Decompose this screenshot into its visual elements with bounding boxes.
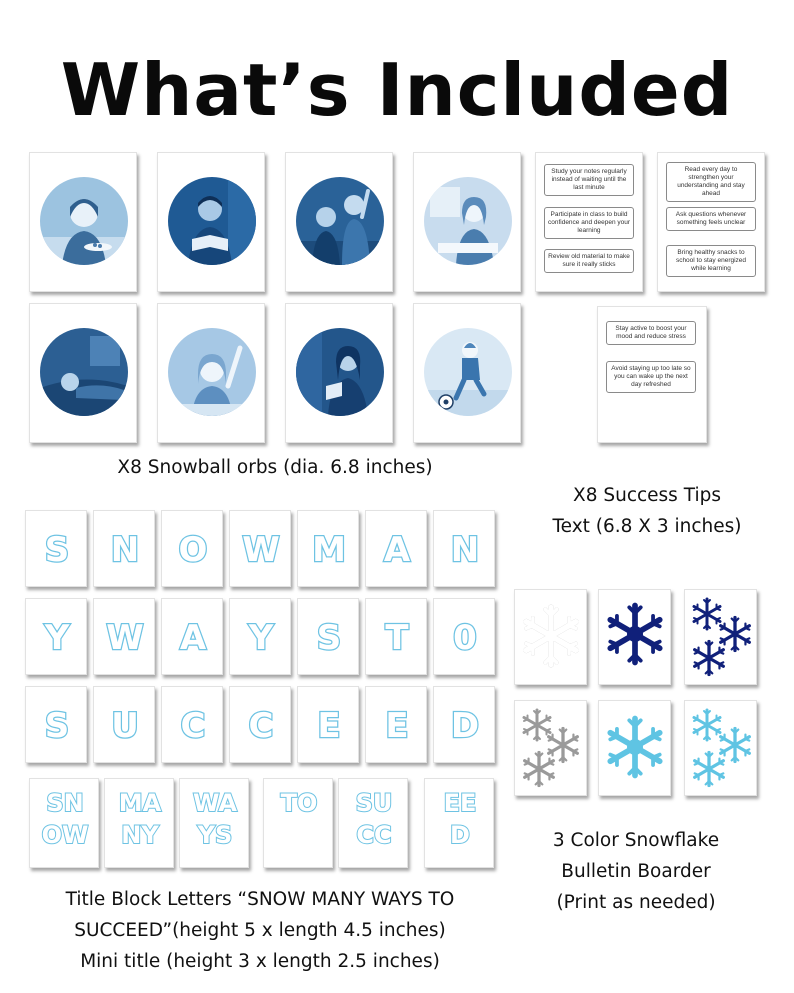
tip-text: Stay active to boost your mood and reduce stress (606, 321, 696, 345)
snowflake-card (598, 700, 671, 796)
mini-letter-card (424, 778, 494, 868)
letter-card (25, 510, 87, 587)
letter-card (433, 686, 495, 763)
snowflakes-caption-line: (Print as needed) (556, 892, 716, 913)
block-letter: U (111, 705, 139, 746)
letters-caption (10, 884, 510, 977)
block-letter: M (312, 529, 346, 570)
letter-card (229, 598, 291, 675)
block-letter: C (248, 705, 274, 746)
block-letter: A (179, 617, 207, 658)
mini-letter (264, 787, 334, 819)
tip-card (597, 306, 707, 443)
letter-card (365, 510, 427, 587)
boy-reading-orb (168, 177, 256, 265)
mini-letter-card (338, 778, 408, 868)
letter-card (365, 598, 427, 675)
block-letter: Y (44, 617, 70, 658)
mini-letter-line: CC (356, 821, 392, 849)
orb-card (157, 152, 265, 292)
mini-letter (105, 787, 175, 851)
letter-card (365, 686, 427, 763)
light-blue-snowflake-cluster-icon (685, 701, 758, 797)
block-letter: D (450, 705, 480, 746)
letter-card (297, 686, 359, 763)
letter-card (25, 598, 87, 675)
block-letter: E (317, 705, 341, 746)
boy-playing-soccer-orb (424, 328, 512, 416)
letters-caption-line: Title Block Letters “SNOW MANY WAYS TO (65, 889, 455, 910)
navy-snowflake-icon (599, 590, 672, 686)
block-letter: T (385, 617, 409, 658)
block-letter: S (44, 705, 70, 746)
orb-card (285, 152, 393, 292)
letter-card (297, 598, 359, 675)
mini-letter-line: YS (197, 821, 233, 849)
girl-studying-orb (424, 177, 512, 265)
mini-letter (339, 787, 409, 851)
snowflake-card (684, 589, 757, 685)
block-letter: E (385, 705, 409, 746)
tip-card (657, 152, 765, 292)
block-letter: N (450, 529, 480, 570)
mini-letter (30, 787, 100, 851)
tips-caption-line: Text (6.8 X 3 inches) (552, 516, 742, 537)
child-sleeping-orb (40, 328, 128, 416)
orbs-caption: X8 Snowball orbs (dia. 6.8 inches) (117, 457, 433, 478)
tip-card (535, 152, 643, 292)
mini-letter-line: SN (46, 789, 84, 817)
tip-text: Read every day to strengthen your understanding and stay ahead (666, 162, 756, 202)
orb-card (413, 303, 521, 443)
mini-letter (425, 787, 495, 851)
letter-card (161, 686, 223, 763)
snowflake-card (514, 589, 587, 685)
mini-letter-line: SU (355, 789, 393, 817)
letter-card (161, 510, 223, 587)
snowflakes-caption (514, 825, 758, 918)
tip-text: Bring healthy snacks to school to stay energized while learning (666, 245, 756, 277)
mini-letter-line: OW (41, 821, 89, 849)
letter-card (433, 598, 495, 675)
letter-card (93, 598, 155, 675)
navy-snowflake-cluster-icon (685, 590, 758, 686)
girl-raising-hand-orb (168, 328, 256, 416)
letter-card (93, 510, 155, 587)
mini-letter-line: D (450, 821, 470, 849)
letter-card (229, 510, 291, 587)
orb-card (157, 303, 265, 443)
letter-card (229, 686, 291, 763)
orb-card (29, 303, 137, 443)
tips-caption (521, 480, 773, 542)
letter-card (297, 510, 359, 587)
mini-letter-line: EE (443, 789, 477, 817)
orb-card (285, 303, 393, 443)
outline-snowflake-icon (515, 590, 588, 686)
tip-text: Study your notes regularly instead of waiting until the last minute (544, 164, 634, 196)
snowflakes-caption-line: Bulletin Boarder (561, 861, 711, 882)
mini-letter-card (263, 778, 333, 868)
letter-card (93, 686, 155, 763)
mini-letter-line: TO (280, 789, 318, 817)
block-letter: S (44, 529, 70, 570)
orb-card (413, 152, 521, 292)
snowflake-card (514, 700, 587, 796)
tip-text: Review old material to make sure it really sticks (544, 249, 634, 273)
mini-letter (180, 787, 250, 851)
snowflake-card (598, 589, 671, 685)
letter-card (161, 598, 223, 675)
woman-eating-orb (40, 177, 128, 265)
tip-text: Participate in class to build confidence and deepen your learning (544, 207, 634, 239)
block-letter: W (242, 529, 280, 570)
mini-letter-card (29, 778, 99, 868)
block-letter: A (383, 529, 411, 570)
block-letter: 0 (453, 617, 477, 658)
page-title: What’s Included (60, 48, 734, 132)
mini-letter-card (179, 778, 249, 868)
snowflakes-caption-line: 3 Color Snowflake (552, 830, 720, 851)
letters-caption-line: SUCCEED”(height 5 x length 4.5 inches) (74, 920, 446, 941)
snowflake-card (684, 700, 757, 796)
block-letter: W (106, 617, 144, 658)
letter-card (25, 686, 87, 763)
light-blue-snowflake-icon (599, 701, 672, 797)
tip-text: Ask questions whenever something feels unclear (666, 207, 756, 231)
letter-card (433, 510, 495, 587)
orb-card (29, 152, 137, 292)
mini-letter-line: MA (118, 789, 162, 817)
mini-letter-line: WA (193, 789, 237, 817)
block-letter: Y (248, 617, 274, 658)
tip-text: Avoid staying up too late so you can wake up the next day refreshed (606, 361, 696, 393)
letters-caption-line: Mini title (height 3 x length 2.5 inches) (80, 951, 440, 972)
mini-letter-line: NY (121, 821, 159, 849)
outline-snowflake-cluster-icon (515, 701, 588, 797)
tips-caption-line: X8 Success Tips (573, 485, 721, 506)
block-letter: S (316, 617, 342, 658)
woman-reading-orb (296, 328, 384, 416)
block-letter: N (110, 529, 140, 570)
class-participation-orb (296, 177, 384, 265)
block-letter: O (178, 529, 208, 570)
mini-letter-card (104, 778, 174, 868)
block-letter: C (180, 705, 206, 746)
